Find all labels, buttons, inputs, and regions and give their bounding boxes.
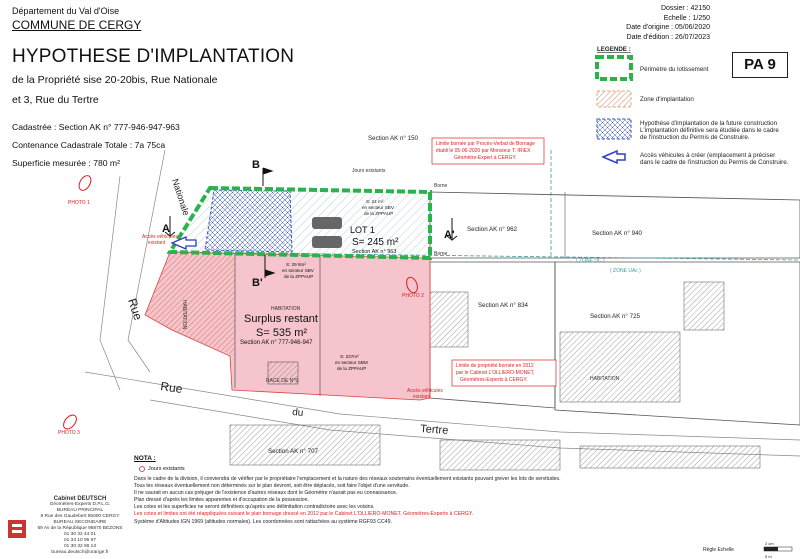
jours-existants-legend: Jours existants [148, 466, 185, 472]
building-2 [560, 332, 680, 402]
street-rue-tertre-1: Rue [159, 379, 184, 397]
cabinet-address-1: 8 Rue des Gaudebert 95000 CERGY [40, 514, 120, 519]
building-4 [230, 425, 380, 465]
marker-b-prime: B' [252, 277, 263, 289]
lot1-sbv: S: 24 m² [366, 199, 384, 204]
commune-label: COMMUNE DE CERGY [12, 18, 142, 32]
section-ak150-label: Section AK n° 150 [368, 135, 418, 142]
zone-uac-label: ( ZONE UAc ) [610, 268, 641, 274]
section-ak725-label: Section AK n° 725 [590, 313, 640, 320]
section-ak940-label: Section AK n° 940 [592, 230, 642, 237]
surplus-sbm3: de la ZPPAUP [337, 366, 367, 371]
cabinet-logo-stripe-2 [12, 530, 22, 533]
photo-2-label: PHOTO 2 [402, 293, 424, 299]
date-origine-label: Date d'origine : 05/06/2020 [626, 24, 710, 32]
garage-tag: RACE DE N°9 [266, 378, 299, 384]
address-line-1: de la Propriété sise 20-20bis, Rue Nationale [12, 74, 218, 86]
section-ak777-label: Section AK n° 777-946-947 [240, 340, 313, 346]
legend-zone-swatch [597, 91, 631, 107]
legend-arrow-label-1: Accès véhicules à créer (emplacement à préciser [640, 152, 776, 159]
surplus-sbv: S: 29 8m² [286, 262, 306, 267]
red-note-1c: Géomètre-Expert à CERGY. [454, 155, 517, 161]
building-5 [440, 440, 560, 470]
street-rue-nationale-1: Rue [125, 296, 146, 322]
lot1-sbv2: en secteur SBV [362, 205, 394, 210]
scale-v1: 2 cm [765, 541, 774, 546]
lot1-name: LOT 1 [350, 225, 375, 235]
street-rue-tertre-3: Tertre [419, 423, 449, 437]
nota-heading: NOTA : [134, 455, 156, 462]
surplus-sbv3: de la ZPPAUP [284, 274, 314, 279]
note-line-3: Il ne saurait en aucun cas préjuger de l'existence d'autres réseaux dont le Géomètre n'aurait pas eu connaissance. [134, 490, 398, 497]
parcel-ak962-940 [430, 192, 800, 258]
borne-1-label: Borne [434, 183, 448, 189]
red-note-2a: Limite de propriété bornée en 2012 [456, 363, 534, 369]
street-rue-tertre-2: du [291, 407, 304, 419]
scale-label: Règle Echelle [703, 547, 734, 553]
legend-perimeter-label: Périmètre du lotissement [640, 66, 709, 73]
rue-nationale-edge-2 [128, 150, 165, 372]
cabinet-tel-1: 01 30 32 44 01 [63, 532, 96, 537]
date-edition-label: Date d'édition : 26/07/2023 [626, 33, 710, 41]
note-line-2: Tous les réseaux éventuellement non déterminés sur le plan devront, soit être déplacés, soit faire l'objet d'une servitude. [134, 483, 410, 490]
cabinet-logo-stripe [12, 524, 22, 527]
lot1-hypothesis [205, 190, 292, 252]
section-ak707-label: Section AK n° 707 [268, 448, 318, 455]
marker-a: A [162, 223, 170, 235]
pa-badge: PA 9 [732, 52, 788, 78]
habitation-1-label: HABITATION [181, 300, 187, 330]
cabinet-logo [8, 520, 26, 538]
red-note-1a: Limite bornée par Procès-Verbal de Bornage [436, 141, 535, 147]
building-3 [684, 282, 724, 330]
superficie-label: Superficie mesurée : 780 m² [12, 158, 120, 168]
habitation-3-label: HABITATION [590, 376, 620, 382]
contenance-label: Contenance Cadastrale Totale : 7a 75ca [12, 140, 166, 150]
legend-hypothesis-label-1: Hypothèse d'implantation de la future construction [640, 120, 778, 127]
red-note-2b: par le Cabinet L'OLLIERO-MONET, [456, 370, 535, 376]
red-note-1b: établi le 05-06-2020 par Monsieur T. IRIEX [436, 148, 531, 154]
section-ak962-label: Section AK n° 962 [467, 226, 517, 233]
surplus-sbm: S: 237m² [340, 354, 359, 359]
jours-existants-label: Jours existants [352, 168, 386, 174]
car-icon-2 [312, 236, 342, 248]
red-note-2c: Géomètres-Experts à CERGY. [460, 377, 528, 383]
cabinet-tel-3: 01 30 32 86 13 [63, 544, 96, 549]
legend-perimeter-swatch [597, 57, 631, 79]
department-label: Département du Val d'Oise [12, 6, 120, 16]
page-title: HYPOTHESE D'IMPLANTATION [12, 46, 295, 67]
legend-zone-label: Zone d'implantation [640, 96, 694, 103]
note-line-4: Plan dressé d'après les limites apparentes et d'occupation de la possession. [134, 497, 309, 504]
marker-a-prime: A' [444, 229, 455, 241]
access-label-1b: existant [148, 240, 166, 246]
photo-3-label: PHOTO 3 [58, 430, 80, 436]
cabinet-name: Cabinet DEUTSCH [53, 496, 107, 502]
echelle-label: Echelle : 1/250 [663, 14, 710, 22]
section-ak963-label: Section AK n° 963 [352, 249, 397, 255]
note-line-6: Système d'Altitudes IGN 1969 (altitudes normales). Les coordonnées sont rattachées au système RGF93 CC49. [134, 518, 392, 525]
arrow-icon [603, 151, 625, 163]
cabinet-block [30, 496, 130, 556]
photo-1-label: PHOTO 1 [68, 200, 90, 206]
note-red-line: Les cotes et limites ont été réappliquées suivant le plan bornage dressé en 2012 par le Cabinet L'OLLIERO-MONET, Géomètres-Experts à CERGY. [134, 511, 474, 518]
cabinet-subtitle: Géomètres-Experts D.P.L.G. [49, 502, 111, 507]
access-label-1: Accès véhicules [142, 234, 178, 240]
lot1-sbv3: de la ZPPAUP [364, 211, 394, 216]
cabinet-address-2: 69 Av de la République 95870 BEZONS [37, 526, 123, 531]
borne-2-label: Borne [434, 251, 448, 257]
cabinet-tel-2: 01 34 10 95 97 [63, 538, 96, 543]
scale-v2: 5 m [765, 554, 772, 559]
note-line-5: Les cotes et les superficies ne seront définitives qu'après une délimitation contradictoire avec les voisins. [134, 504, 375, 511]
access-label-2b: existant [413, 394, 431, 400]
notes-block [134, 476, 604, 526]
cut-marker-b [263, 168, 272, 186]
cabinet-email: bureau.deutsch@orange.fr [51, 550, 109, 555]
photo-3-marker [61, 413, 79, 432]
surplus-sbm2: en secteur SBM [335, 360, 368, 365]
legend-hypothesis-swatch [597, 119, 631, 139]
car-icon [312, 217, 342, 229]
surplus-name: Surplus restant [244, 313, 318, 325]
scale-bar-fill [764, 547, 778, 551]
surplus-hatch [145, 252, 235, 356]
cadastre-label: Cadastrée : Section AK n° 777-946-947-963 [12, 122, 180, 132]
lot1-area: S= 245 m² [352, 237, 399, 248]
legend-hypothesis-label-3: de l'instruction du Permis de Construire. [640, 134, 750, 141]
marker-b: B [252, 159, 260, 171]
cabinet-bureau-1: BUREAU PRINCIPAL [56, 508, 104, 513]
street-rue-nationale-2: Nationale [170, 177, 192, 217]
legend-title: LEGENDE : [597, 46, 631, 53]
habitation-2-label: HABITATION [271, 306, 301, 312]
surplus-sbv2: en secteur SBV [282, 268, 314, 273]
jours-existants-icon [140, 467, 145, 472]
building-1 [430, 292, 468, 347]
note-line-1: Dans le cadre de la division, il conviendra de vérifier par le propriétaire l'emplacement et la nature des réseaux souterrains éventuellement existants pouvant grever les lots de servitudes. [134, 476, 561, 482]
section-ak834-label: Section AK n° 834 [478, 302, 528, 309]
photo-1-marker [77, 174, 94, 193]
cabinet-bureau-2: BUREAU SECONDAIRE [53, 520, 107, 525]
legend-hypothesis-label-2: L'implantation définitive sera étudiée dans le cadre [640, 127, 779, 134]
legend-arrow-label-2: dans le cadre de l'instruction du Permis de Construire. [640, 159, 789, 166]
address-line-2: et 3, Rue du Tertre [12, 94, 99, 106]
surplus-area: S= 535 m² [256, 327, 308, 339]
dossier-label: Dossier : 42150 [660, 5, 710, 12]
building-6 [580, 446, 760, 468]
access-label-2: Accès véhicules [407, 388, 443, 394]
rue-nationale-edge [100, 176, 120, 390]
zone-uc-label: ( ZONE UC ) [576, 258, 605, 264]
